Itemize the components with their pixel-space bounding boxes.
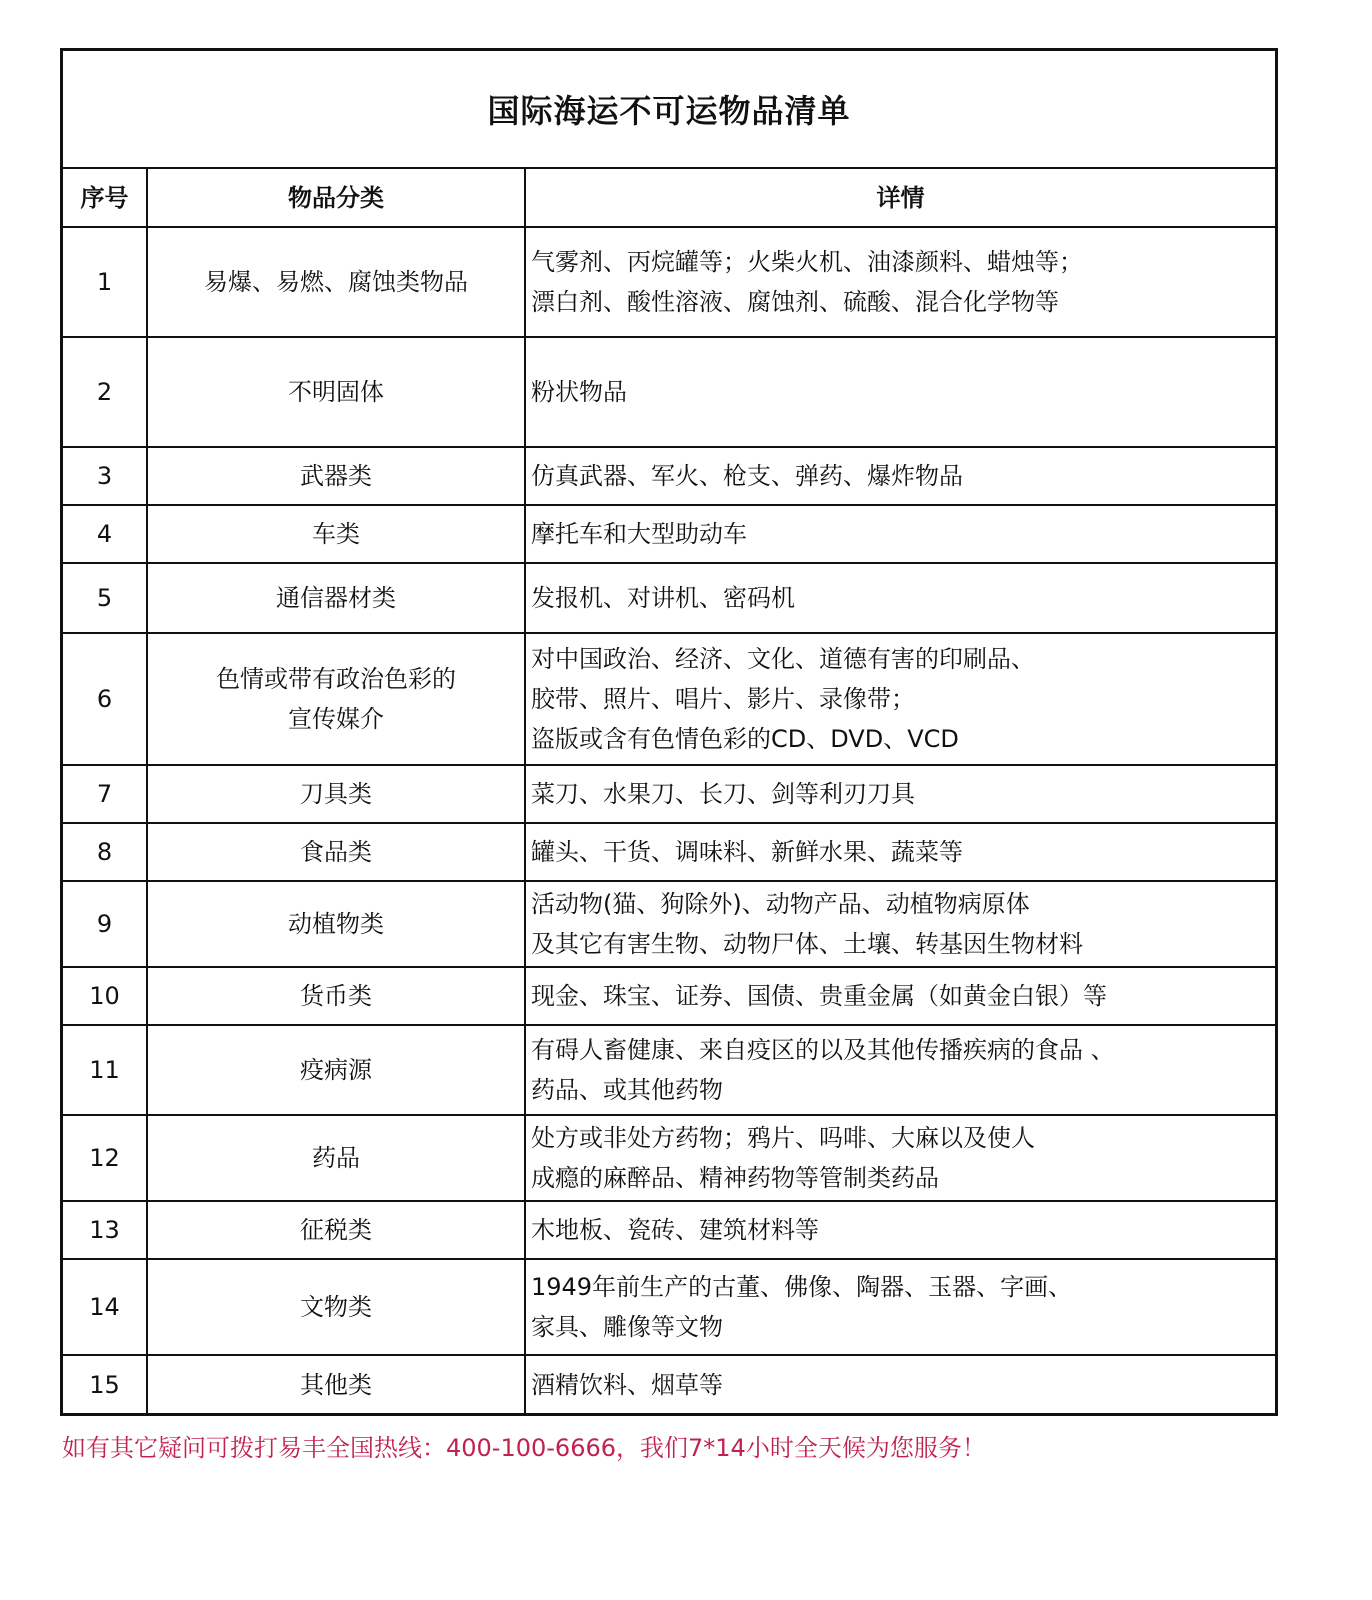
category-line: 其他类 [300,1370,372,1399]
detail-line: 摩托车和大型助动车 [531,520,747,548]
category-line: 文物类 [300,1293,372,1321]
table-row [63,337,1275,447]
detail-line: 对中国政治、经济、文化、道德有害的印刷品、 [531,645,1035,673]
row-details [525,1355,1275,1413]
row-category [147,563,525,633]
row-details [525,563,1275,633]
row-category [147,823,525,881]
row-details [525,1201,1275,1259]
table-row [63,1115,1275,1201]
detail-line: 仿真武器、军火、枪支、弹药、爆炸物品 [531,462,963,490]
row-category [147,227,525,337]
detail-line: 盗版或含有色情色彩的CD、DVD、VCD [531,725,959,753]
row-number: 11 [63,1025,147,1115]
row-number: 9 [63,881,147,967]
category-line: 武器类 [300,462,372,490]
category-line: 通信器材类 [276,584,396,612]
detail-line: 胶带、照片、唱片、影片、录像带； [531,685,915,713]
row-category [147,337,525,447]
detail-line: 活动物(猫、狗除外)、动物产品、动植物病原体 [531,890,1030,918]
detail-line: 现金、珠宝、证券、国债、贵重金属（如黄金白银）等 [531,982,1107,1010]
row-number: 8 [63,823,147,881]
table-row [63,447,1275,505]
table-body [63,227,1275,1413]
detail-line: 木地板、瓷砖、建筑材料等 [531,1216,819,1244]
category-line: 不明固体 [288,378,384,406]
category-line: 药品 [312,1144,360,1172]
row-category [147,1115,525,1201]
category-line: 货币类 [300,982,372,1010]
row-category [147,765,525,823]
row-category [147,1025,525,1115]
hotline-footer: 如有其它疑问可拨打易丰全国热线：400-100-6666，我们7*14小时全天候为您服务！ [62,1434,986,1462]
row-number: 3 [63,447,147,505]
restricted-items-sheet [60,48,1278,1416]
detail-line: 处方或非处方药物；鸦片、吗啡、大麻以及使人 [531,1124,1035,1152]
table-row [63,1355,1275,1413]
detail-line: 粉状物品 [531,378,627,406]
row-number: 4 [63,505,147,563]
category-line: 食品类 [300,838,372,866]
header-row [63,169,1275,227]
detail-line: 1949年前生产的古董、佛像、陶器、玉器、字画、 [531,1273,1073,1301]
detail-line: 酒精饮料、烟草等 [531,1370,723,1399]
table-row [63,881,1275,967]
table-row [63,563,1275,633]
row-details [525,823,1275,881]
row-number: 10 [63,967,147,1025]
detail-line: 气雾剂、丙烷罐等；火柴火机、油漆颜料、蜡烛等； [531,248,1083,276]
row-details [525,967,1275,1025]
row-category [147,1201,525,1259]
category-line: 车类 [312,520,360,548]
detail-line: 药品、或其他药物 [531,1076,723,1104]
table-row [63,1259,1275,1355]
row-number: 7 [63,765,147,823]
row-number: 13 [63,1201,147,1259]
detail-line: 罐头、干货、调味料、新鲜水果、蔬菜等 [531,838,963,866]
category-line: 刀具类 [300,780,372,808]
header-details: 详情 [525,169,1275,227]
table-row [63,1025,1275,1115]
row-number: 2 [63,337,147,447]
row-details [525,447,1275,505]
row-details [525,1115,1275,1201]
row-details [525,1025,1275,1115]
row-number: 1 [63,227,147,337]
detail-line: 菜刀、水果刀、长刀、剑等利刃刀具 [531,780,915,808]
table-row [63,967,1275,1025]
table-row [63,823,1275,881]
row-details [525,765,1275,823]
row-details [525,633,1275,765]
detail-line: 发报机、对讲机、密码机 [531,584,795,612]
row-number: 15 [63,1355,147,1413]
row-number: 12 [63,1115,147,1201]
detail-line: 漂白剂、酸性溶液、腐蚀剂、硫酸、混合化学物等 [531,288,1059,316]
category-line: 疫病源 [300,1056,372,1084]
row-number: 6 [63,633,147,765]
row-number: 5 [63,563,147,633]
row-category [147,447,525,505]
title-row [63,51,1275,169]
items-table [63,169,1275,1413]
table-row [63,227,1275,337]
row-category [147,967,525,1025]
row-details [525,227,1275,337]
detail-line: 成瘾的麻醉品、精神药物等管制类药品 [531,1164,939,1192]
table-row [63,633,1275,765]
row-details [525,1259,1275,1355]
category-line: 征税类 [300,1216,372,1244]
detail-line: 家具、雕像等文物 [531,1313,723,1341]
row-category [147,1355,525,1413]
row-details [525,881,1275,967]
row-number: 14 [63,1259,147,1355]
row-details [525,505,1275,563]
table-row [63,1201,1275,1259]
category-line: 动植物类 [288,910,384,938]
page-title: 国际海运不可运物品清单 [487,92,851,130]
row-category [147,1259,525,1355]
header-no: 序号 [63,169,147,227]
category-line: 色情或带有政治色彩的 [216,665,456,693]
category-line: 宣传媒介 [288,705,384,733]
table-row [63,505,1275,563]
detail-line: 有碍人畜健康、来自疫区的以及其他传播疾病的食品 、 [531,1036,1115,1064]
row-category [147,633,525,765]
detail-line: 及其它有害生物、动物尸体、土壤、转基因生物材料 [531,930,1083,958]
row-category [147,505,525,563]
table-row [63,765,1275,823]
row-category [147,881,525,967]
header-category: 物品分类 [147,169,525,227]
category-line: 易爆、易燃、腐蚀类物品 [204,268,468,296]
row-details [525,337,1275,447]
